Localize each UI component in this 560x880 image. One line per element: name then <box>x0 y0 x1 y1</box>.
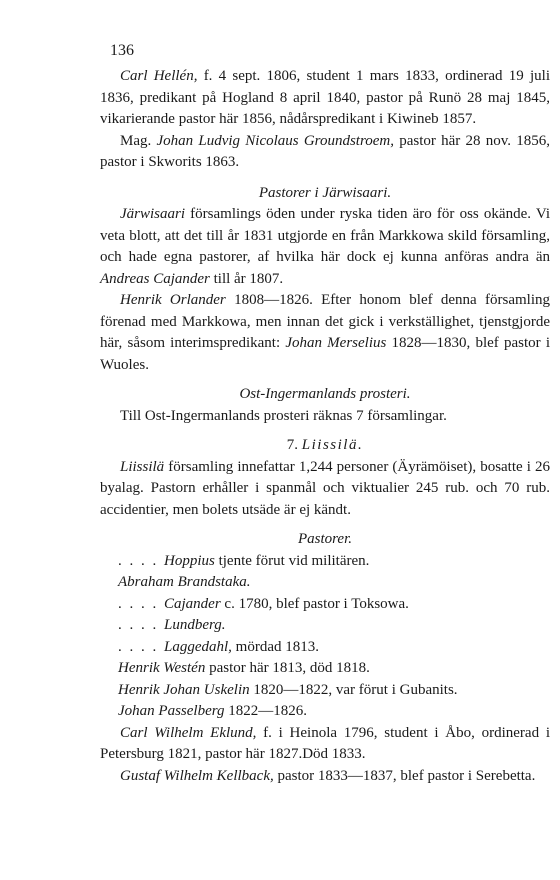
paragraph-liissila <box>100 457 550 522</box>
heading-jarwisaari: Pastorer i Järwisaari. <box>258 184 392 201</box>
place-name: Järwisaari <box>120 206 186 222</box>
person-name: Johan Passelberg <box>118 703 225 719</box>
heading-liissila <box>100 435 550 457</box>
paragraph-prosteri: Till Ost-Ingermanlands prosteri räknas 7 församlingar. <box>120 407 447 424</box>
person-name: Johan Merselius <box>285 335 387 351</box>
entry-text: 1820—1822, var förut i Gubanits. <box>249 681 458 698</box>
person-name: Henrik Orlander <box>120 292 226 308</box>
ellipsis: . . . . <box>118 595 164 612</box>
entry-text: c. 1780, blef pastor i Toksowa. <box>220 595 409 612</box>
list-item <box>100 680 550 702</box>
entry-eklund <box>100 723 550 766</box>
entry-text: mördad 1813. <box>231 638 319 655</box>
person-name: Hoppius <box>164 552 215 569</box>
person-name: Gustaf Wilhelm Kellback, <box>120 767 274 784</box>
person-name: Henrik Westén <box>118 660 206 676</box>
heading-pastorer: Pastorer. <box>297 531 353 547</box>
body-text <box>100 66 550 787</box>
entry-text: f. 4 sept. 1806, student 1 mars 1833, ordinerad 19 juli 1836, predikant på Hogland 8 april 1840, pastor på Runö 28 maj 1845, vikarierande pastor här 1856, nådårspredikant i Kiwineb 1857. <box>100 68 550 127</box>
paragraph-orlander <box>100 290 550 376</box>
person-name: Andreas Cajander <box>100 270 210 287</box>
person-name: Henrik Johan Uskelin <box>118 681 250 698</box>
paragraph-text: församlings öden under ryska tiden äro för oss okände. Vi veta blott, att det till år 1831 utgjorde en från Markkowa skild församling, och hade egna pastorer, af hvilka här dock ej kunna anföras andra än <box>100 206 550 265</box>
list-item <box>100 615 550 637</box>
list-item <box>100 594 550 616</box>
title-prefix: Mag. <box>120 132 157 149</box>
paragraph-text: församling innefattar 1,244 personer (Äyrämöiset), bosatte i 26 byalag. Pastorn erhåller i spanmål och viktualier 245 rub. och 70 rub. accidentier, men bolets utsäde är ej kändt. <box>100 458 550 518</box>
place-name: Liissilä <box>120 458 165 475</box>
person-name: Abraham Brandstaka. <box>118 574 251 590</box>
entry-text: 1822—1826. <box>224 703 308 719</box>
ellipsis: . . . . <box>118 552 164 569</box>
ellipsis: . . . . <box>118 638 164 655</box>
person-name: Laggedahl, <box>164 638 232 655</box>
entry-text: f. i Heinola 1796, student i Åbo, ordinerad i Petersburg 1821, pastor här 1827.Död 1833. <box>100 724 550 762</box>
paragraph-text: 1808—1826. Efter honom blef denna församling förenad med Markkowa, men innan det gick i verkställighet, tjenstgjorde här, såsom interimspredikant: <box>100 292 550 351</box>
section-name: Liissilä. <box>301 437 364 453</box>
heading-ost-ingermanland: Ost-Ingermanlands prosteri. <box>239 386 411 402</box>
paragraph-text: till år 1807. <box>209 270 284 287</box>
list-item <box>100 658 550 680</box>
section-number: 7. <box>286 437 299 453</box>
entry-text: tjente förut vid militären. <box>214 552 370 569</box>
person-name: Carl Wilhelm Eklund, <box>120 724 257 741</box>
paragraph-jarwisaari <box>100 204 550 290</box>
entry-text: pastor 1833—1837, blef pastor i Serebetta. <box>273 767 536 784</box>
list-item <box>100 572 550 594</box>
entry-kellback <box>100 766 550 788</box>
entry-groundstroem <box>100 131 550 174</box>
entry-text: pastor här 1813, död 1818. <box>205 660 370 676</box>
person-name: Carl Hellén, <box>120 68 198 84</box>
person-name: Lundberg. <box>164 617 226 633</box>
person-name: Cajander <box>164 595 221 612</box>
list-item <box>100 637 550 659</box>
paragraph-text: 1828—1830, blef pastor i Wuoles. <box>100 335 550 373</box>
list-item <box>100 551 550 573</box>
entry-carl-hellen <box>100 66 550 131</box>
ellipsis: . . . . <box>118 617 164 633</box>
page-number: 136 <box>110 42 134 59</box>
list-item <box>100 701 550 723</box>
entry-text: pastor här 28 nov. 1856, pastor i Skworits 1863. <box>100 132 550 170</box>
person-name: Johan Ludvig Nicolaus Groundstroem, <box>156 132 394 149</box>
